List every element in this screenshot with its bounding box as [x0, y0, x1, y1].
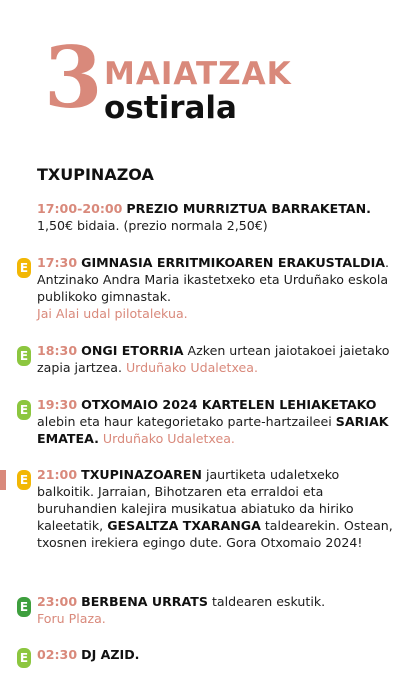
event-text: . Antzinako Andra Maria ikastetxeko eta Urduñako eskola publikoko gimnastak.	[37, 255, 390, 304]
event-title-2: GESALTZA TXARANGA	[107, 518, 261, 533]
event-title: GIMNASIA ERRITMIKOAREN ERAKUSTALDIA	[81, 255, 386, 270]
event-item	[37, 342, 393, 376]
event-time: 18:30	[37, 343, 78, 358]
euskera-badge-icon: E	[17, 258, 31, 278]
event-location: Urduñako Udaletxea.	[102, 431, 235, 446]
event-time: 02:30	[37, 647, 78, 662]
event-title-2: SARIAK EMATEA.	[37, 414, 389, 446]
event-time: 17:30	[37, 255, 78, 270]
event-title: DJ AZID.	[81, 647, 140, 662]
event-text: 1,50€ bidaia. (prezio normala 2,50€)	[37, 218, 268, 233]
euskera-badge-icon: E	[17, 400, 31, 420]
event-title: ONGI ETORRIA	[81, 343, 184, 358]
month-label: MAIATZAK	[104, 56, 292, 92]
event-text: alebin eta haur kategorietako parte-hartzaileei	[37, 414, 336, 429]
event-text-2: taldearekin. Ostean, txosnen irekiera egingo dute. Gora Otxomaio 2024!	[37, 518, 393, 550]
event-time: 23:00	[37, 594, 78, 609]
event-location: Jai Alai udal pilotalekua.	[37, 306, 188, 321]
event-title: PREZIO MURRIZTUA BARRAKETAN.	[126, 201, 371, 216]
event-item	[37, 254, 393, 322]
event-item	[37, 593, 393, 627]
day-number: 3	[44, 28, 103, 127]
event-item	[37, 200, 393, 234]
event-text: Azken urtean jaiotakoei jaietako zapia jartzea.	[37, 343, 390, 375]
event-time: 19:30	[37, 397, 78, 412]
event-time: 17:00-20:00	[37, 201, 123, 216]
euskera-badge-icon: E	[17, 597, 31, 617]
euskera-badge-icon: E	[17, 346, 31, 366]
event-text: taldearen eskutik.	[207, 594, 326, 609]
event-item	[37, 466, 393, 551]
weekday-label: ostirala	[104, 90, 237, 126]
event-text: jaurtiketa udaletxeko balkoitik. Jarraian, Bihotzaren eta erraldoi eta buruhandien kalejira musikatua abiatuko da hiriko kaleetatik,	[37, 467, 354, 533]
euskera-badge-icon: E	[17, 648, 31, 668]
section-title: TXUPINAZOA	[37, 165, 154, 184]
event-title: BERBENA URRATS	[81, 594, 208, 609]
event-location: Urduñako Udaletxea.	[125, 360, 259, 375]
event-item	[37, 396, 393, 447]
euskera-badge-icon: E	[17, 470, 31, 490]
date-header	[44, 28, 374, 142]
event-title: TXUPINAZOAREN	[81, 467, 202, 482]
event-location: Foru Plaza.	[37, 611, 106, 626]
event-title: OTXOMAIO 2024 KARTELEN LEHIAKETAKO	[81, 397, 377, 412]
side-marker	[0, 470, 6, 490]
event-item	[37, 646, 393, 663]
event-time: 21:00	[37, 467, 78, 482]
